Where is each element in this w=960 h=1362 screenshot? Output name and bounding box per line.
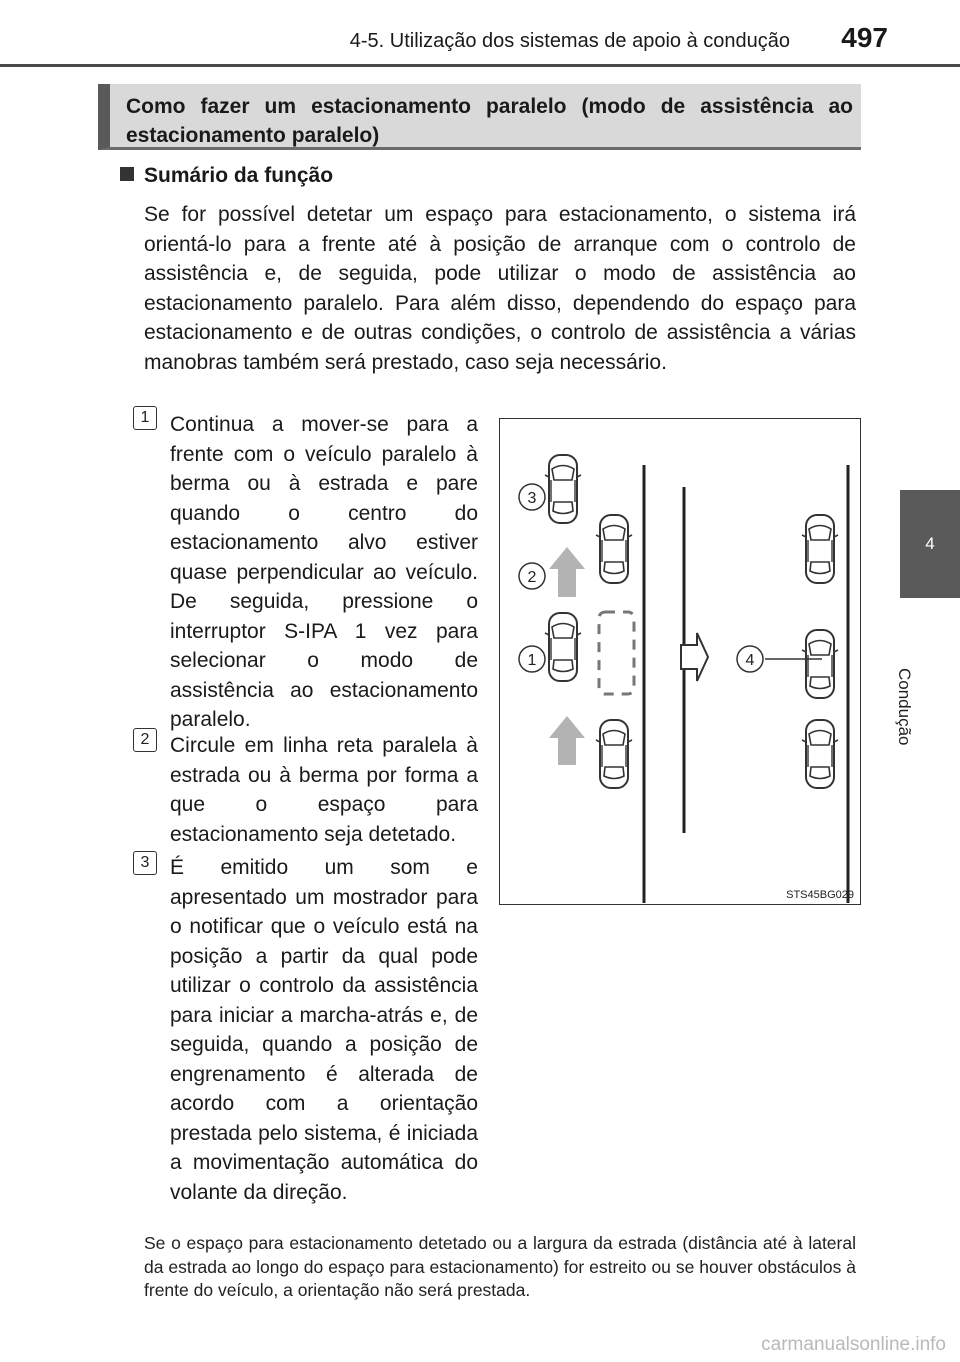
svg-text:4: 4 — [745, 652, 755, 669]
parking-space-dashed-outline — [599, 612, 634, 694]
section-title-bar — [98, 84, 861, 150]
step-1-text: Continua a mover-se para a frente com o veículo paralelo à berma ou à estrada e pare quando o centro do estacionamento alvo estiver quase perpendicular ao veículo. De seguida, pressione o interruptor S-IPA 1 vez para selecionar o modo de assistência ao estacionamento paralelo. — [170, 413, 478, 731]
parking-diagram-svg — [500, 419, 862, 906]
subsection-heading — [120, 164, 333, 188]
callout-2 — [519, 563, 545, 589]
header-divider — [0, 64, 960, 67]
note-paragraph: Se o espaço para estacionamento detetado ou a largura da estrada (distância até à lateral da estrada ao longo do espaço para estacionamento) for estreito ou se houver obstáculos à frente do veículo, a orientação não será prestada. — [144, 1233, 856, 1300]
car-icon — [545, 613, 581, 681]
step-3-text: É emitido um som e apresentado um mostrador para o notificar que o veículo está na posição a partir da qual pode utilizar o controlo da assistência para iniciar a marcha-atrás e, de seguida, quando a posição de engrenamento é alterada de acordo com a orientação prestada pelo sistema, é iniciada a movimentação automática do volante da direção. — [170, 856, 478, 1204]
callout-3 — [519, 484, 545, 510]
watermark: carmanualsonline.info — [761, 1334, 946, 1355]
up-arrow-icon — [549, 547, 585, 597]
car-icon — [596, 720, 632, 788]
svg-text:1: 1 — [527, 652, 537, 669]
chapter-tab-number: 4 — [900, 490, 960, 598]
step-3-marker: 3 — [133, 851, 157, 875]
step-2-marker: 2 — [133, 728, 157, 752]
step-1-marker: 1 — [133, 406, 157, 430]
car-icon — [802, 720, 838, 788]
svg-text:2: 2 — [527, 569, 537, 586]
chapter-title: 4-5. Utilização dos sistemas de apoio à condução — [349, 30, 790, 52]
intro-paragraph: Se for possível detetar um espaço para estacionamento, o sistema irá orientá-lo para a frente até à posição de arranque com o controlo de assistência e, de seguida, pode utilizar o modo de assistência ao estacionamento paralelo. Para além disso, dependendo do espaço para estacionamento e de outras condições, o controlo de assistência a várias manobras também será prestado, caso seja necessário. — [144, 203, 856, 374]
page-number: 497 — [841, 22, 888, 53]
parallel-parking-diagram — [499, 418, 861, 905]
chapter-tab-label — [895, 598, 960, 746]
figure-code: STS45BG029 — [786, 889, 854, 901]
square-bullet-icon — [120, 167, 134, 181]
svg-text:3: 3 — [527, 490, 537, 507]
callout-1 — [519, 646, 545, 672]
step-2-text: Circule em linha reta paralela à estrada ou à berma por forma a que o espaço para estacionamento seja detetado. — [170, 734, 478, 846]
car-icon — [802, 630, 838, 698]
up-arrow-icon — [549, 716, 585, 765]
section-title: Como fazer um estacionamento paralelo (modo de assistência ao estacionamento paralelo) — [126, 95, 853, 148]
car-icon — [802, 515, 838, 583]
car-icon — [596, 515, 632, 583]
chapter-tab-label-text: Condução — [895, 668, 914, 746]
car-icon — [545, 455, 581, 523]
subsection-title: Sumário da função — [144, 164, 334, 187]
